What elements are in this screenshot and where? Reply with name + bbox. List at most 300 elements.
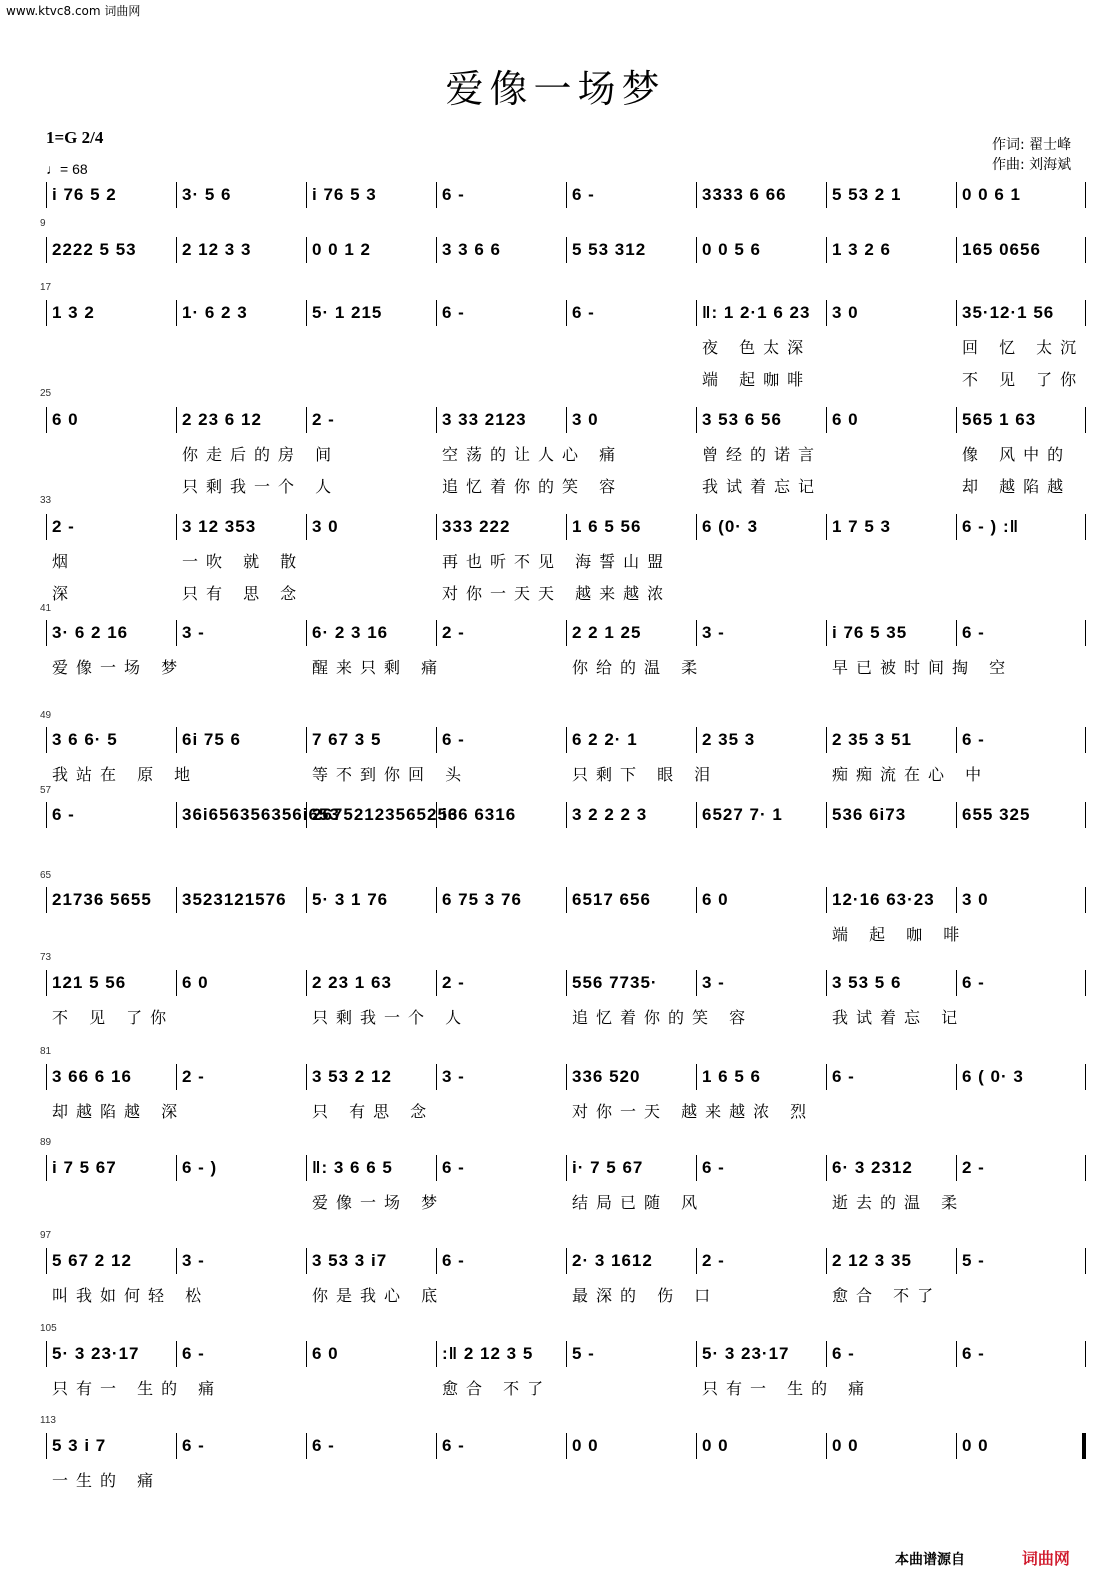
- measure: [696, 800, 826, 830]
- staff-row: [46, 1062, 1086, 1092]
- staff-row: [46, 968, 1086, 998]
- composer-credit: 作曲: 刘海斌: [992, 157, 1072, 173]
- measure-number: 57: [40, 785, 52, 796]
- notes: 3 -: [182, 1251, 205, 1270]
- measure: [176, 235, 306, 265]
- measure: [696, 512, 826, 542]
- measure: [826, 1153, 956, 1183]
- notes: 6 -: [702, 1158, 725, 1177]
- lyric-text: 端 起 咖 啡: [832, 925, 968, 944]
- staff-row: [46, 180, 1086, 210]
- notes: 2 -: [182, 1067, 205, 1086]
- notes: 3 -: [442, 1067, 465, 1086]
- lyric-text: 夜 色太深: [702, 338, 812, 357]
- notes: i66 6316: [442, 805, 517, 824]
- notes: 3 6 6· 5: [52, 730, 118, 749]
- site-logo: 词曲网: [1021, 1549, 1070, 1568]
- notes: i 76 5 35: [832, 623, 908, 642]
- barline: [1085, 237, 1086, 263]
- notes: 26752123565253: [312, 805, 459, 824]
- notes: 2222 5 53: [52, 240, 137, 259]
- notes: ‖: 3 6 6 5: [312, 1158, 393, 1177]
- lyric-text: 不 见 了你: [962, 370, 1085, 389]
- notes: 2 2 1 25: [572, 623, 642, 642]
- notes: 2 23 1 63: [312, 973, 392, 992]
- measure: [696, 1153, 826, 1183]
- lyric-text: 烟: [52, 552, 77, 571]
- measure: [46, 968, 176, 998]
- measure: [566, 968, 696, 998]
- measure: [826, 1431, 956, 1461]
- measure-number: 113: [40, 1415, 56, 1426]
- measure: [46, 1246, 176, 1276]
- lyric-text: 结局已随 风: [572, 1193, 706, 1212]
- measure: [956, 618, 1086, 648]
- lyric-line: [46, 1468, 1086, 1490]
- lyric-text: 我试着忘 记: [832, 1008, 966, 1027]
- lyric-text: 只剩下 眼 泪: [572, 765, 719, 784]
- barline: [1085, 1064, 1086, 1090]
- notes: 0 0 5 6: [702, 240, 761, 259]
- notes: 5 53 2 1: [832, 185, 902, 204]
- measure: [46, 618, 176, 648]
- notes: 1· 6 2 3: [182, 303, 248, 322]
- notes: 6i 75 6: [182, 730, 241, 749]
- lyric-line: [46, 474, 1086, 496]
- notes: 3 -: [702, 623, 725, 642]
- measure: [306, 725, 436, 755]
- notes: 6 -: [962, 623, 985, 642]
- measure-number: 105: [40, 1323, 57, 1334]
- lyric-text: 等不到你回 头: [312, 765, 470, 784]
- notes: 6 -: [962, 730, 985, 749]
- lyric-text: 一吹 就 散: [182, 552, 305, 571]
- notes: 2 12 3 35: [832, 1251, 912, 1270]
- measure: [306, 800, 459, 830]
- notes: 0 0 6 1: [962, 185, 1021, 204]
- measure: [176, 1246, 306, 1276]
- notes: 3333 6 66: [702, 185, 787, 204]
- lyric-text: 只剩我一个 人: [312, 1008, 470, 1027]
- notes: 6 -: [572, 303, 595, 322]
- notes: 2 -: [442, 973, 465, 992]
- measure: [176, 618, 306, 648]
- notes: 6 -: [572, 185, 595, 204]
- barline: [1085, 887, 1086, 913]
- notes: 3 3 6 6: [442, 240, 501, 259]
- lyric-text: 爱像一场 梦: [52, 658, 186, 677]
- lyric-line: [46, 1099, 1086, 1121]
- staff-row: [46, 618, 1086, 648]
- measure: [956, 1062, 1086, 1092]
- lyric-line: [46, 1005, 1086, 1027]
- notes: 3 66 6 16: [52, 1067, 132, 1086]
- lyric-text: 追忆着你的笑 容: [442, 477, 624, 496]
- notes: 556 7735·: [572, 973, 658, 992]
- notes: 6 0: [832, 410, 859, 429]
- notes: 0 0: [702, 1436, 729, 1455]
- notes: 1 6 5 56: [572, 517, 642, 536]
- measure: [436, 235, 566, 265]
- barline: [1085, 802, 1086, 828]
- measure: [436, 1431, 566, 1461]
- staff-row: [46, 1246, 1086, 1276]
- measure: [956, 968, 1086, 998]
- measure: [436, 1153, 566, 1183]
- lyric-text: 曾经的诺言: [702, 445, 823, 464]
- measure: [696, 405, 826, 435]
- measure: [176, 800, 340, 830]
- measure: [826, 885, 956, 915]
- measure: [176, 1062, 306, 1092]
- staff-row: [46, 885, 1086, 915]
- measure: [46, 885, 176, 915]
- measure: [176, 725, 306, 755]
- measure: [956, 885, 1086, 915]
- measure: [436, 1339, 566, 1369]
- notes: 6 0: [182, 973, 209, 992]
- measure: [956, 1431, 1086, 1461]
- lyric-text: 空荡的让人心 痛: [442, 445, 624, 464]
- notes: 2 23 6 12: [182, 410, 262, 429]
- key-signature: 1=G 2/4: [46, 128, 104, 147]
- notes: 3 53 6 56: [702, 410, 782, 429]
- measure: [176, 1153, 306, 1183]
- notes: 1 6 5 6: [702, 1067, 761, 1086]
- lyricist-credit: 作词: 翟士峰: [992, 137, 1072, 153]
- measure-number: 9: [40, 218, 46, 229]
- measure: [436, 180, 566, 210]
- measure: [956, 800, 1086, 830]
- lyric-line: [46, 1190, 1086, 1212]
- measure: [566, 235, 696, 265]
- lyric-text: 你给的温 柔: [572, 658, 706, 677]
- notes: 2 -: [702, 1251, 725, 1270]
- lyric-line: [46, 762, 1086, 784]
- measure: [696, 235, 826, 265]
- lyric-text: 不 见 了你: [52, 1008, 175, 1027]
- measure: [826, 1062, 956, 1092]
- staff-row: [46, 1431, 1086, 1461]
- staff-row: [46, 405, 1086, 435]
- lyric-line: [46, 1376, 1086, 1398]
- notes: 6 -: [442, 185, 465, 204]
- measure: [826, 725, 956, 755]
- measure: [956, 180, 1086, 210]
- final-barline: [1082, 1433, 1086, 1459]
- song-title: 爱像一场梦: [445, 67, 666, 111]
- lyric-text: 一生的 痛: [52, 1471, 162, 1490]
- barline: [1085, 514, 1086, 540]
- notes: 3 53 3 i7: [312, 1251, 388, 1270]
- staff-row: [46, 725, 1086, 755]
- measure: [176, 180, 306, 210]
- measure: [306, 1246, 436, 1276]
- measure: [956, 235, 1086, 265]
- measure: [566, 618, 696, 648]
- measure: [436, 968, 566, 998]
- measure: [306, 968, 436, 998]
- measure: [696, 885, 826, 915]
- notes: 5 -: [962, 1251, 985, 1270]
- measure: [826, 298, 956, 328]
- measure: [566, 1246, 696, 1276]
- notes: 5 3 i 7: [52, 1436, 107, 1455]
- site-watermark: www.ktvc8.com 词曲网: [6, 4, 141, 18]
- measure: [46, 235, 176, 265]
- staff-row: [46, 800, 1086, 830]
- notes: 3 0: [962, 890, 989, 909]
- lyric-text: 再也听不见 海誓山盟: [442, 552, 672, 571]
- barline: [1085, 182, 1086, 208]
- measure: [176, 298, 306, 328]
- measure: [436, 512, 566, 542]
- notes: 3 12 353: [182, 517, 257, 536]
- measure: [566, 1153, 696, 1183]
- notes: 6 -: [182, 1436, 205, 1455]
- measure: [306, 1062, 436, 1092]
- lyric-text: 只有一 生的 痛: [52, 1379, 223, 1398]
- notes: 3 53 5 6: [832, 973, 902, 992]
- notes: 6 -: [442, 1436, 465, 1455]
- notes: :‖ 2 12 3 5: [442, 1344, 534, 1363]
- lyric-text: 只剩我一个 人: [182, 477, 340, 496]
- notes: 6 0: [52, 410, 79, 429]
- staff-row: [46, 512, 1086, 542]
- measure: [46, 800, 176, 830]
- notes: 3 2 2 2 3: [572, 805, 648, 824]
- measure: [956, 298, 1086, 328]
- notes: 6 75 3 76: [442, 890, 522, 909]
- notes: 6527 7· 1: [702, 805, 783, 824]
- notes: 333 222: [442, 517, 511, 536]
- measure: [696, 968, 826, 998]
- notes: 0 0: [572, 1436, 599, 1455]
- lyric-text: 像 风中的: [962, 445, 1072, 464]
- barline: [1085, 727, 1086, 753]
- notes: 2 -: [312, 410, 335, 429]
- measure: [46, 180, 176, 210]
- measure: [46, 298, 176, 328]
- measure: [696, 1062, 826, 1092]
- lyric-line: [46, 1283, 1086, 1305]
- notes: 6517 656: [572, 890, 651, 909]
- measure: [306, 1153, 436, 1183]
- measure: [566, 1431, 696, 1461]
- measure: [956, 1339, 1086, 1369]
- measure: [956, 1246, 1086, 1276]
- notes: 536 6i73: [832, 805, 907, 824]
- notes: i 7 5 67: [52, 1158, 117, 1177]
- notes: 3 0: [312, 517, 339, 536]
- measure: [176, 512, 306, 542]
- measure: [956, 725, 1086, 755]
- lyric-text: 你是我心 底: [312, 1286, 446, 1305]
- notes: 5· 1 215: [312, 303, 383, 322]
- barline: [1085, 1341, 1086, 1367]
- lyric-text: 愈合 不了: [442, 1379, 552, 1398]
- notes: 6 - ) :‖: [962, 517, 1020, 536]
- measure: [306, 1431, 436, 1461]
- notes: 5 53 312: [572, 240, 647, 259]
- lyric-text: 却越陷越 深: [52, 1102, 186, 1121]
- lyric-text: 对你一天 越来越浓 烈: [572, 1102, 815, 1121]
- measure: [436, 885, 566, 915]
- notes: 3 53 2 12: [312, 1067, 392, 1086]
- staff-row: [46, 1339, 1086, 1369]
- lyric-text: 愈合 不了: [832, 1286, 942, 1305]
- source-label: 本曲谱源自: [895, 1552, 965, 1568]
- notes: 3 -: [182, 623, 205, 642]
- measure: [826, 618, 956, 648]
- lyric-text: 却 越陷越: [962, 477, 1072, 496]
- measure: [696, 1339, 826, 1369]
- measure: [696, 298, 826, 328]
- barline: [1085, 970, 1086, 996]
- barline: [1085, 1248, 1086, 1274]
- notes: 6 -: [442, 730, 465, 749]
- notes: i 76 5 2: [52, 185, 117, 204]
- measure: [306, 180, 436, 210]
- lyric-text: 只有 思 念: [182, 584, 305, 603]
- barline: [1085, 1155, 1086, 1181]
- lyric-line: [46, 442, 1086, 464]
- measure: [826, 1246, 956, 1276]
- measure: [696, 1431, 826, 1461]
- measure: [306, 618, 436, 648]
- notes: 565 1 63: [962, 410, 1037, 429]
- notes: 3 -: [702, 973, 725, 992]
- measure: [176, 1431, 306, 1461]
- notes: 5 -: [572, 1344, 595, 1363]
- measure-number: 41: [40, 603, 52, 614]
- measure: [306, 405, 436, 435]
- lyric-text: 只 有思 念: [312, 1102, 435, 1121]
- lyric-line: [46, 922, 1086, 944]
- measure-number: 73: [40, 952, 52, 963]
- measure-number: 97: [40, 1230, 52, 1241]
- measure: [436, 1062, 566, 1092]
- notes: 35·12·1 56: [962, 303, 1055, 322]
- measure: [826, 180, 956, 210]
- notes: 121 5 56: [52, 973, 127, 992]
- notes: 7 67 3 5: [312, 730, 382, 749]
- notes: 36i656356356i653: [182, 805, 340, 824]
- measure: [306, 512, 436, 542]
- lyric-text: 回 忆 太沉: [962, 338, 1085, 357]
- notes: 5· 3 23·17: [52, 1344, 140, 1363]
- notes: 6 -: [442, 1158, 465, 1177]
- measure: [696, 180, 826, 210]
- measure: [826, 800, 956, 830]
- measure-number: 33: [40, 495, 52, 506]
- notes: 0 0: [962, 1436, 989, 1455]
- notes: 2 -: [52, 517, 75, 536]
- notes: 6 -: [442, 303, 465, 322]
- measure: [46, 1153, 176, 1183]
- lyric-line: [46, 655, 1086, 677]
- measure: [956, 1153, 1086, 1183]
- notes: 5· 3 1 76: [312, 890, 389, 909]
- measure: [826, 1339, 956, 1369]
- measure: [46, 1431, 176, 1461]
- measure: [46, 1339, 176, 1369]
- notes: 0 0 1 2: [312, 240, 371, 259]
- barline: [1085, 300, 1086, 326]
- lyric-text: 爱像一场 梦: [312, 1193, 446, 1212]
- measure: [306, 298, 436, 328]
- notes: 5· 3 23·17: [702, 1344, 790, 1363]
- measure: [176, 968, 306, 998]
- lyric-text: 只有一 生的 痛: [702, 1379, 873, 1398]
- measure: [306, 885, 436, 915]
- measure: [566, 1339, 696, 1369]
- notes: 3 33 2123: [442, 410, 527, 429]
- barline: [1085, 407, 1086, 433]
- notes: 2 35 3: [702, 730, 756, 749]
- lyric-text: 早已被时间掏 空: [832, 658, 1014, 677]
- notes: 6 -: [442, 1251, 465, 1270]
- measure: [566, 298, 696, 328]
- notes: 3· 6 2 16: [52, 623, 129, 642]
- measure: [566, 180, 696, 210]
- notes: 6 -: [962, 1344, 985, 1363]
- measure: [306, 1339, 436, 1369]
- notes: 6 -: [832, 1344, 855, 1363]
- measure: [46, 725, 176, 755]
- lyric-line: [46, 549, 1086, 571]
- measure: [696, 1246, 826, 1276]
- measure-number: 89: [40, 1137, 52, 1148]
- measure: [436, 298, 566, 328]
- measure: [176, 405, 306, 435]
- measure: [46, 512, 176, 542]
- notes: 2 35 3 51: [832, 730, 912, 749]
- measure: [46, 405, 176, 435]
- measure: [566, 800, 696, 830]
- measure-number: 49: [40, 710, 52, 721]
- notes: 6 - ): [182, 1158, 218, 1177]
- lyric-text: 我站在 原 地: [52, 765, 199, 784]
- lyric-text: 深: [52, 584, 77, 603]
- footer: [895, 1546, 1070, 1569]
- notes: 6 2 2· 1: [572, 730, 638, 749]
- notes: 3 0: [832, 303, 859, 322]
- lyric-text: 最深的 伤 口: [572, 1286, 719, 1305]
- measure-number: 81: [40, 1046, 52, 1057]
- measure: [826, 235, 956, 265]
- notes: 2 -: [442, 623, 465, 642]
- measure-number: 25: [40, 388, 52, 399]
- notes: 1 3 2: [52, 303, 95, 322]
- notes: 6 -: [832, 1067, 855, 1086]
- notes: 1 7 5 3: [832, 517, 891, 536]
- measure-number: 65: [40, 870, 52, 881]
- notes: 6 0: [702, 890, 729, 909]
- lyric-text: 追忆着你的笑 容: [572, 1008, 754, 1027]
- staff-row: [46, 1153, 1086, 1183]
- lyric-text: 对你一天天 越来越浓: [442, 584, 672, 603]
- measure: [826, 405, 956, 435]
- measure: [956, 512, 1086, 542]
- measure: [306, 235, 436, 265]
- notes: 3· 5 6: [182, 185, 232, 204]
- notes: i 76 5 3: [312, 185, 377, 204]
- notes: 0 0: [832, 1436, 859, 1455]
- measure: [696, 725, 826, 755]
- measure: [436, 725, 566, 755]
- staff-row: [46, 235, 1086, 265]
